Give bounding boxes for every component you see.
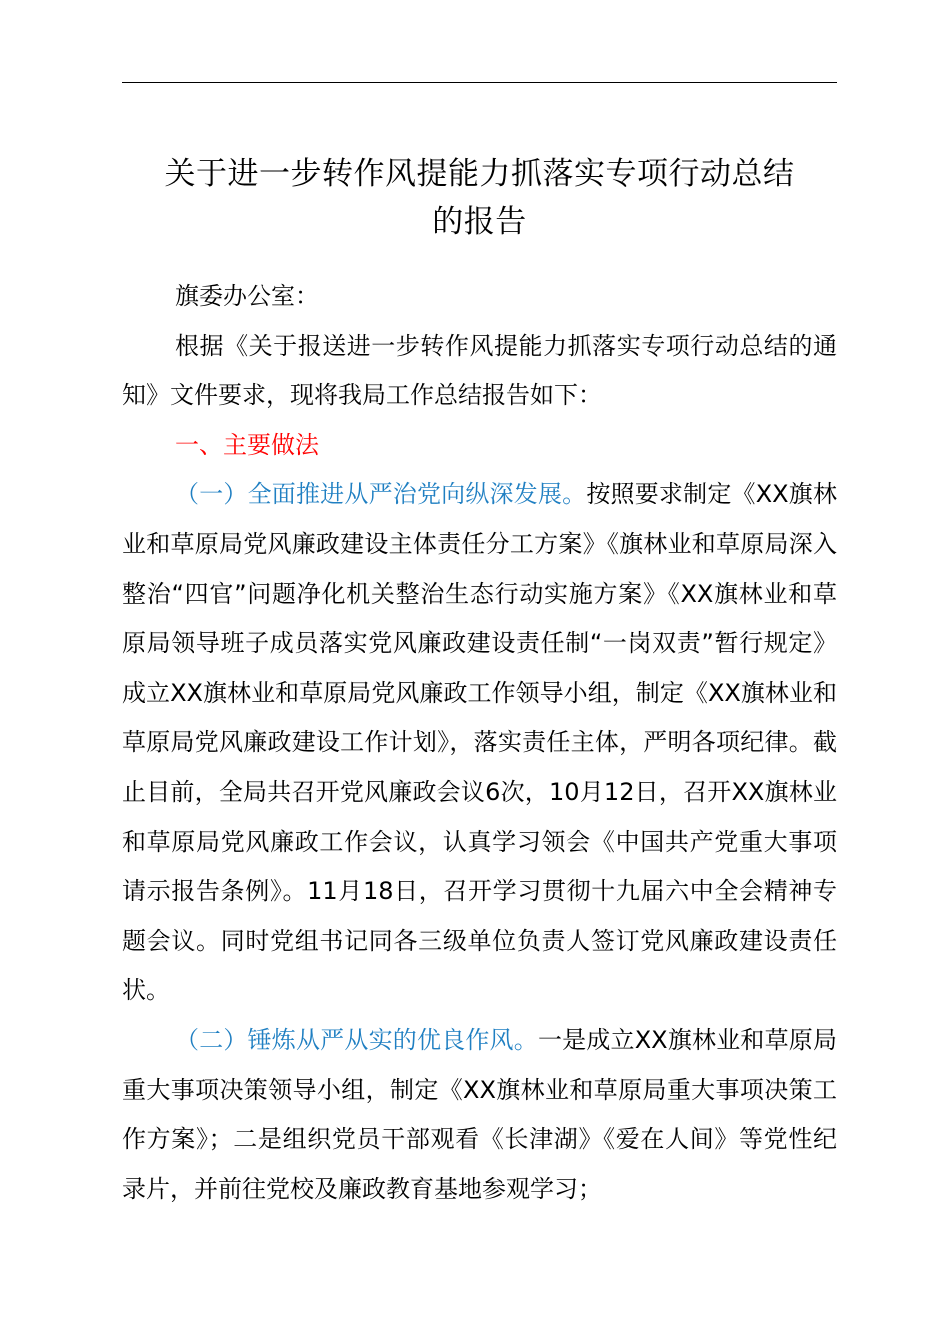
title-line-2: 的报告 — [432, 204, 527, 240]
item-2-paragraph — [122, 1016, 837, 1214]
item-1-heading: （一）全面推进从严治党向纵深发展。 — [175, 480, 587, 509]
item-2-heading: （二）锤炼从严从实的优良作风。 — [175, 1025, 538, 1054]
item-1-paragraph — [122, 470, 837, 1016]
item-2-body: 一是成立XX旗林业和草原局重大事项决策领导小组，制定《XX旗林业和草原局重大事项决策工作方案》；二是组织党员干部观看《长津湖》《爱在人间》等党性纪录片，并前往党校及廉政教育基地参观学习； — [122, 1025, 837, 1203]
document-body — [122, 272, 837, 1214]
item-1-body: 按照要求制定《XX旗林业和草原局党风廉政建设主体责任分工方案》《旗林业和草原局深入整治“四官”问题净化机关整治生态行动实施方案》《XX旗林业和草原局领导班子成员落实党风廉政建设责任制“一岗双责”暂行规定》成立XX旗林业和草原局党风廉政工作领导小组，制定《XX旗林业和草原局党风廉政建设工作计划》，落实责任主体，严明各项纪律。截止目前，全局共召开党风廉政会议6次，10月12日，召开XX旗林业和草原局党风廉政工作会议，认真学习领会《中国共产党重大事项请示报告条例》。11月18日，召开学习贯彻十九届六中全会精神专题会议。同时党组书记同各三级单位负责人签订党风廉政建设责任状。 — [122, 480, 837, 1005]
salutation: 旗委办公室： — [175, 282, 319, 310]
intro-paragraph: 根据《关于报送进一步转作风提能力抓落实专项行动总结的通知》文件要求，现将我局工作总结报告如下： — [122, 331, 837, 410]
document-title — [122, 150, 837, 246]
section-heading: 一、主要做法 — [175, 430, 319, 459]
header-rule — [122, 82, 837, 83]
title-line-1: 关于进一步转作风提能力抓落实专项行动总结 — [164, 156, 795, 192]
